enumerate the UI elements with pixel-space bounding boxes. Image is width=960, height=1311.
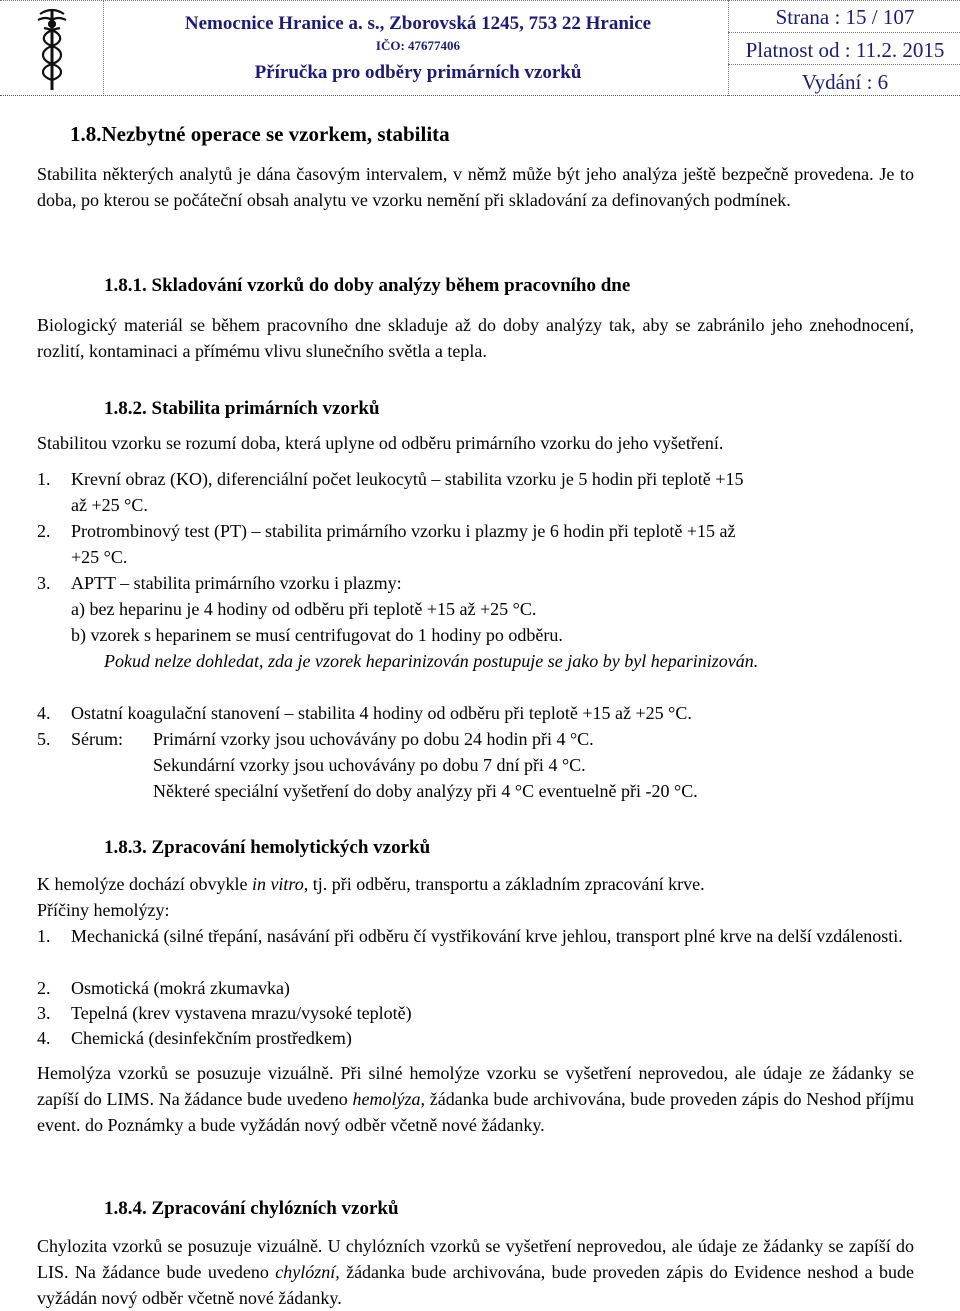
hemolysis-cause-mechanical: Mechanická (silné třepání, nasávání při odběru čí vystřikování krve jehlou, transport plné krve na delší vzdálenosti. bbox=[71, 926, 903, 946]
header-validity: Platnost od : 11.2. 2015 bbox=[745, 38, 945, 62]
header-cell-divider bbox=[728, 64, 960, 65]
list-number: 1. bbox=[37, 469, 51, 489]
hemolysis-procedure: Hemolýza vzorků se posuzuje vizuálně. Při silné hemolýze vzorku se vyšetření neprovedou, ale údaje ze žádanky se zapíší do LIMS. Na žádance bude uvedeno hemolýza, žádanka bude archivována, bude proveden zápis do Neshod příjmu event. do Poznámky a bude vyžádán nový odběr včetně nové žádanky. bbox=[37, 1063, 914, 1135]
hemolysis-intro: K hemolýze dochází obvykle in vitro, tj. při odběru, transportu a základním zpracování krve. bbox=[37, 874, 705, 894]
list-number: 2. bbox=[37, 978, 51, 998]
stability-item-aptt: APTT – stabilita primárního vzorku i plazmy: bbox=[71, 573, 402, 593]
header-manual-title: Příručka pro odběry primárních vzorků bbox=[254, 62, 582, 83]
hemolysis-cause-thermal: Tepelná (krev vystavena mrazu/vysoké teplotě) bbox=[71, 1003, 412, 1023]
stability-item-serum-special: Některé speciální vyšetření do doby analýzy při 4 °C eventuelně při -20 °C. bbox=[153, 781, 698, 801]
hemolysis-causes-label: Příčiny hemolýzy: bbox=[37, 900, 170, 920]
header-cell-divider bbox=[728, 32, 960, 33]
stability-item-pt: Protrombinový test (PT) – stabilita primárního vzorku i plazmy je 6 hodin při teplotě +15 až bbox=[71, 521, 736, 541]
list-number: 3. bbox=[37, 573, 51, 593]
list-number: 1. bbox=[37, 926, 51, 946]
subsection-title-1-8-3: 1.8.3. Zpracování hemolytických vzorků bbox=[104, 837, 431, 858]
chylosis-procedure: Chylozita vzorků se posuzuje vizuálně. U chylózních vzorků se vyšetření neprovedou, ale údaje ze žádanky se zapíší do LIS. Na žádance bude uvedeno chylózní, žádanka bude archivována, bude proveden zápis do Evidence neshod a bude vyžádán nový odběr včetně nové žádanky. bbox=[37, 1236, 914, 1308]
section-title: 1.8.Nezbytné operace se vzorkem, stabilita bbox=[70, 122, 450, 146]
document-header bbox=[0, 0, 960, 98]
header-organization: Nemocnice Hranice a. s., Zborovská 1245, 753 22 Hranice bbox=[184, 13, 652, 34]
list-number: 3. bbox=[37, 1003, 51, 1023]
stability-definition: Stabilitou vzorku se rozumí doba, která uplyne od odběru primárního vzorku do jeho vyšetření. bbox=[37, 433, 724, 453]
caduceus-logo bbox=[8, 2, 96, 94]
header-page-number: Strana : 15 / 107 bbox=[775, 5, 915, 29]
stability-item-aptt-a: a) bez heparinu je 4 hodiny od odběru při teplotě +15 až +25 °C. bbox=[71, 599, 537, 619]
section-intro: Stabilita některých analytů je dána časovým intervalem, v němž může být jeho analýza ještě bezpečně provedena. Je to doba, po kterou se počáteční obsah analytu ve vzorku nemění při skladování za definovaných podmínek. bbox=[37, 164, 914, 210]
list-number: 4. bbox=[37, 1028, 51, 1048]
stability-item-serum-label: Sérum: bbox=[71, 729, 123, 749]
stability-item-serum-primary: Primární vzorky jsou uchovávány po dobu 24 hodin při 4 °C. bbox=[153, 729, 594, 749]
list-number: 2. bbox=[37, 521, 51, 541]
header-divider-right bbox=[728, 0, 729, 96]
hemolysis-cause-chemical: Chemická (desinfekčním prostředkem) bbox=[71, 1028, 352, 1048]
stability-item-blood-count: Krevní obraz (KO), diferenciální počet leukocytů – stabilita vzorku je 5 hodin při teplotě +15 bbox=[71, 469, 744, 489]
header-company-id: IČO: 47677406 bbox=[375, 38, 461, 53]
list-number: 5. bbox=[37, 729, 51, 749]
stability-item-coagulation: Ostatní koagulační stanovení – stabilita 4 hodiny od odběru při teplotě +15 až +25 °C. bbox=[71, 703, 692, 723]
stability-item-aptt-note: Pokud nelze dohledat, zda je vzorek heparinizován postupuje se jako by byl heparinizován. bbox=[104, 651, 759, 671]
subsection-text-1-8-1: Biologický materiál se během pracovního dne skladuje až do doby analýzy tak, aby se zabránilo jeho znehodnocení, rozlití, kontaminaci a přímému vlivu slunečního světla a tepla. bbox=[37, 315, 914, 361]
subsection-title-1-8-2: 1.8.2. Stabilita primárních vzorků bbox=[104, 398, 380, 419]
header-bottom-rule bbox=[0, 95, 960, 96]
stability-item-serum-secondary: Sekundární vzorky jsou uchovávány po dobu 7 dní při 4 °C. bbox=[153, 755, 586, 775]
stability-item-pt-cont: +25 °C. bbox=[71, 547, 128, 567]
header-divider-left bbox=[103, 0, 104, 96]
hemolysis-cause-osmotic: Osmotická (mokrá zkumavka) bbox=[71, 978, 290, 998]
header-top-rule bbox=[0, 0, 960, 1]
stability-item-aptt-b: b) vzorek s heparinem se musí centrifugovat do 1 hodiny po odběru. bbox=[71, 625, 563, 645]
header-edition: Vydání : 6 bbox=[801, 70, 889, 94]
list-number: 4. bbox=[37, 703, 51, 723]
subsection-title-1-8-1: 1.8.1. Skladování vzorků do doby analýzy během pracovního dne bbox=[104, 275, 631, 296]
subsection-title-1-8-4: 1.8.4. Zpracování chylózních vzorků bbox=[104, 1198, 399, 1219]
stability-item-blood-count-cont: až +25 °C. bbox=[71, 495, 148, 515]
